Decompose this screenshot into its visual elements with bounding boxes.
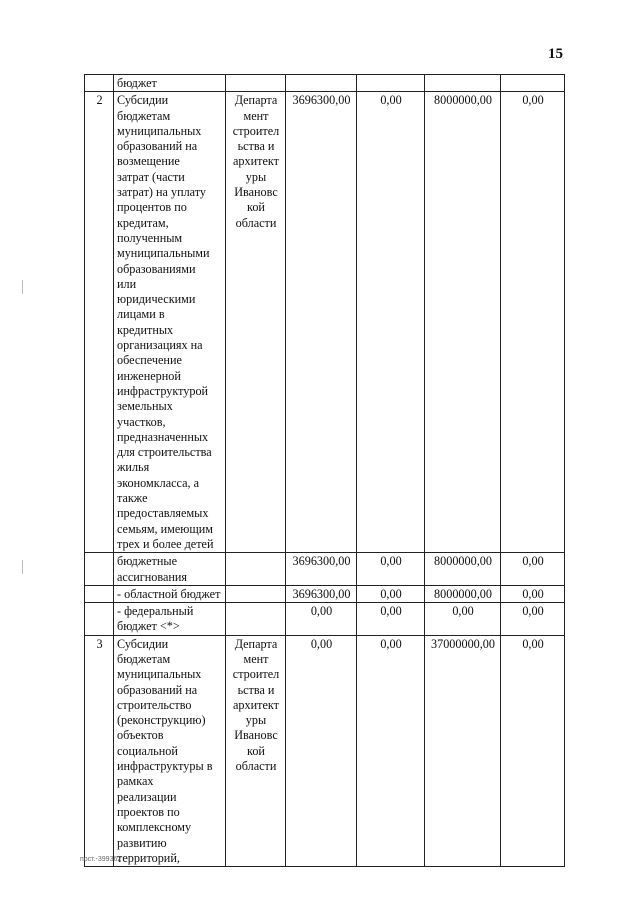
- executor-line: Ивановс: [234, 185, 278, 200]
- row-executor: [226, 92, 286, 553]
- executor-line: уры: [245, 169, 267, 184]
- name-line: лицами в: [117, 307, 165, 322]
- cell-value: [425, 75, 501, 92]
- executor-line: мент: [243, 108, 269, 123]
- subrow-value-4: 0,00: [501, 585, 565, 602]
- row-number: 2: [85, 92, 114, 553]
- name-line: земельных: [117, 399, 173, 414]
- executor-line: ьства и: [237, 139, 275, 154]
- table-row-federal-budget: [85, 603, 565, 636]
- cell-executor: [226, 553, 286, 586]
- cell-executor: [226, 585, 286, 602]
- margin-mark: [22, 280, 23, 294]
- name-line: также: [117, 491, 148, 506]
- name-line: для строительства: [117, 445, 212, 460]
- subrow-value-3: 8000000,00: [425, 585, 501, 602]
- subrow-value-4: 0,00: [501, 603, 565, 636]
- row-name: [114, 92, 226, 553]
- name-line: муниципальных: [117, 667, 202, 682]
- row-value-1: 0,00: [286, 635, 357, 866]
- budget-table: [84, 74, 565, 867]
- name-line: бюджетам: [117, 108, 171, 123]
- name-line: образований на: [117, 682, 198, 697]
- executor-line: мент: [243, 651, 269, 666]
- name-line: жилья: [117, 460, 150, 475]
- name-line: экономкласса, а: [117, 475, 200, 490]
- cell-num: [85, 553, 114, 586]
- cell-name: бюджет: [114, 75, 226, 92]
- name-line: образований на: [117, 139, 198, 154]
- cell-num: [85, 603, 114, 636]
- executor-line: Ивановс: [234, 728, 278, 743]
- cell-num: [85, 75, 114, 92]
- row-value-2: 0,00: [357, 635, 425, 866]
- executor-line: области: [235, 759, 277, 774]
- row-value-1: 3696300,00: [286, 92, 357, 553]
- name-line: предназначенных: [117, 429, 209, 444]
- name-line: муниципальных: [117, 123, 202, 138]
- subrow-value-2: 0,00: [357, 603, 425, 636]
- name-line: процентов по: [117, 200, 187, 215]
- name-line: развитию: [117, 835, 167, 850]
- name-line: (реконструкцию): [117, 713, 206, 728]
- executor-line: Департа: [234, 93, 278, 108]
- subrow-value-1: 3696300,00: [286, 585, 357, 602]
- subrow-value-3: 0,00: [425, 603, 501, 636]
- row-executor: [226, 635, 286, 866]
- executor-line: кой: [247, 200, 265, 215]
- row-number: 3: [85, 635, 114, 866]
- name-line: кредитных: [117, 322, 174, 337]
- executor-line: строител: [232, 123, 280, 138]
- name-line: кредитам,: [117, 215, 169, 230]
- name-line: обеспечение: [117, 353, 182, 368]
- executor-line: Департа: [234, 636, 278, 651]
- cell-value: [501, 75, 565, 92]
- table-row-3: [85, 635, 565, 866]
- row-name: [114, 635, 226, 866]
- cell-value: [357, 75, 425, 92]
- name-line: образованиями: [117, 261, 196, 276]
- name-line: затрат (части: [117, 169, 185, 184]
- name-line: затрат) на уплату: [117, 185, 207, 200]
- name-line: социальной: [117, 743, 178, 758]
- name-line: инженерной: [117, 368, 181, 383]
- subrow-name: бюджетные ассигнования: [114, 553, 226, 586]
- table-row-top-fragment: [85, 75, 565, 92]
- executor-line: архитект: [233, 697, 279, 712]
- cell-executor: [226, 75, 286, 92]
- name-line: объектов: [117, 728, 164, 743]
- table-row-budget-allocations: [85, 553, 565, 586]
- table-row-regional-budget: [85, 585, 565, 602]
- subrow-value-1: 0,00: [286, 603, 357, 636]
- name-line: Субсидии: [117, 636, 169, 651]
- executor-line: строител: [232, 667, 280, 682]
- subrow-value-1: 3696300,00: [286, 553, 357, 586]
- row-value-3: 8000000,00: [425, 92, 501, 553]
- margin-mark: [22, 560, 23, 574]
- name-line: возмещение: [117, 154, 180, 169]
- subrow-name: - областной бюджет: [114, 585, 226, 602]
- subrow-name: - федеральный бюджет <*>: [114, 603, 226, 636]
- subrow-value-4: 0,00: [501, 553, 565, 586]
- name-line: комплексному: [117, 820, 192, 835]
- cell-value: [286, 75, 357, 92]
- name-line: реализации: [117, 789, 177, 804]
- name-line: муниципальными: [117, 246, 210, 261]
- name-line: инфраструктурой: [117, 383, 209, 398]
- name-line: семьям, имеющим: [117, 521, 214, 536]
- name-line: предоставляемых: [117, 506, 209, 521]
- name-line: участков,: [117, 414, 166, 429]
- table-row-2: [85, 92, 565, 553]
- name-line: инфраструктуры в: [117, 759, 213, 774]
- subrow-value-2: 0,00: [357, 585, 425, 602]
- subrow-value-3: 8000000,00: [425, 553, 501, 586]
- cell-executor: [226, 603, 286, 636]
- row-value-2: 0,00: [357, 92, 425, 553]
- name-line: строительство: [117, 697, 192, 712]
- cell-num: [85, 585, 114, 602]
- row-value-3: 37000000,00: [425, 635, 501, 866]
- name-line: трех и более детей: [117, 536, 214, 551]
- name-line: бюджетам: [117, 651, 171, 666]
- executor-line: области: [235, 215, 277, 230]
- row-value-4: 0,00: [501, 92, 565, 553]
- footer-code: пост.-399362: [80, 856, 122, 863]
- page-number: 15: [548, 46, 563, 62]
- name-line: Субсидии: [117, 93, 169, 108]
- executor-line: уры: [245, 713, 267, 728]
- name-line: полученным: [117, 230, 183, 245]
- executor-line: ьства и: [237, 682, 275, 697]
- name-line: или: [117, 276, 137, 291]
- subrow-value-2: 0,00: [357, 553, 425, 586]
- name-line: организациях на: [117, 338, 203, 353]
- executor-line: архитект: [233, 154, 279, 169]
- row-value-4: 0,00: [501, 635, 565, 866]
- name-line: рамках: [117, 774, 154, 789]
- name-line: проектов по: [117, 804, 180, 819]
- executor-line: кой: [247, 743, 265, 758]
- name-line: территорий,: [117, 850, 180, 865]
- name-line: юридическими: [117, 292, 196, 307]
